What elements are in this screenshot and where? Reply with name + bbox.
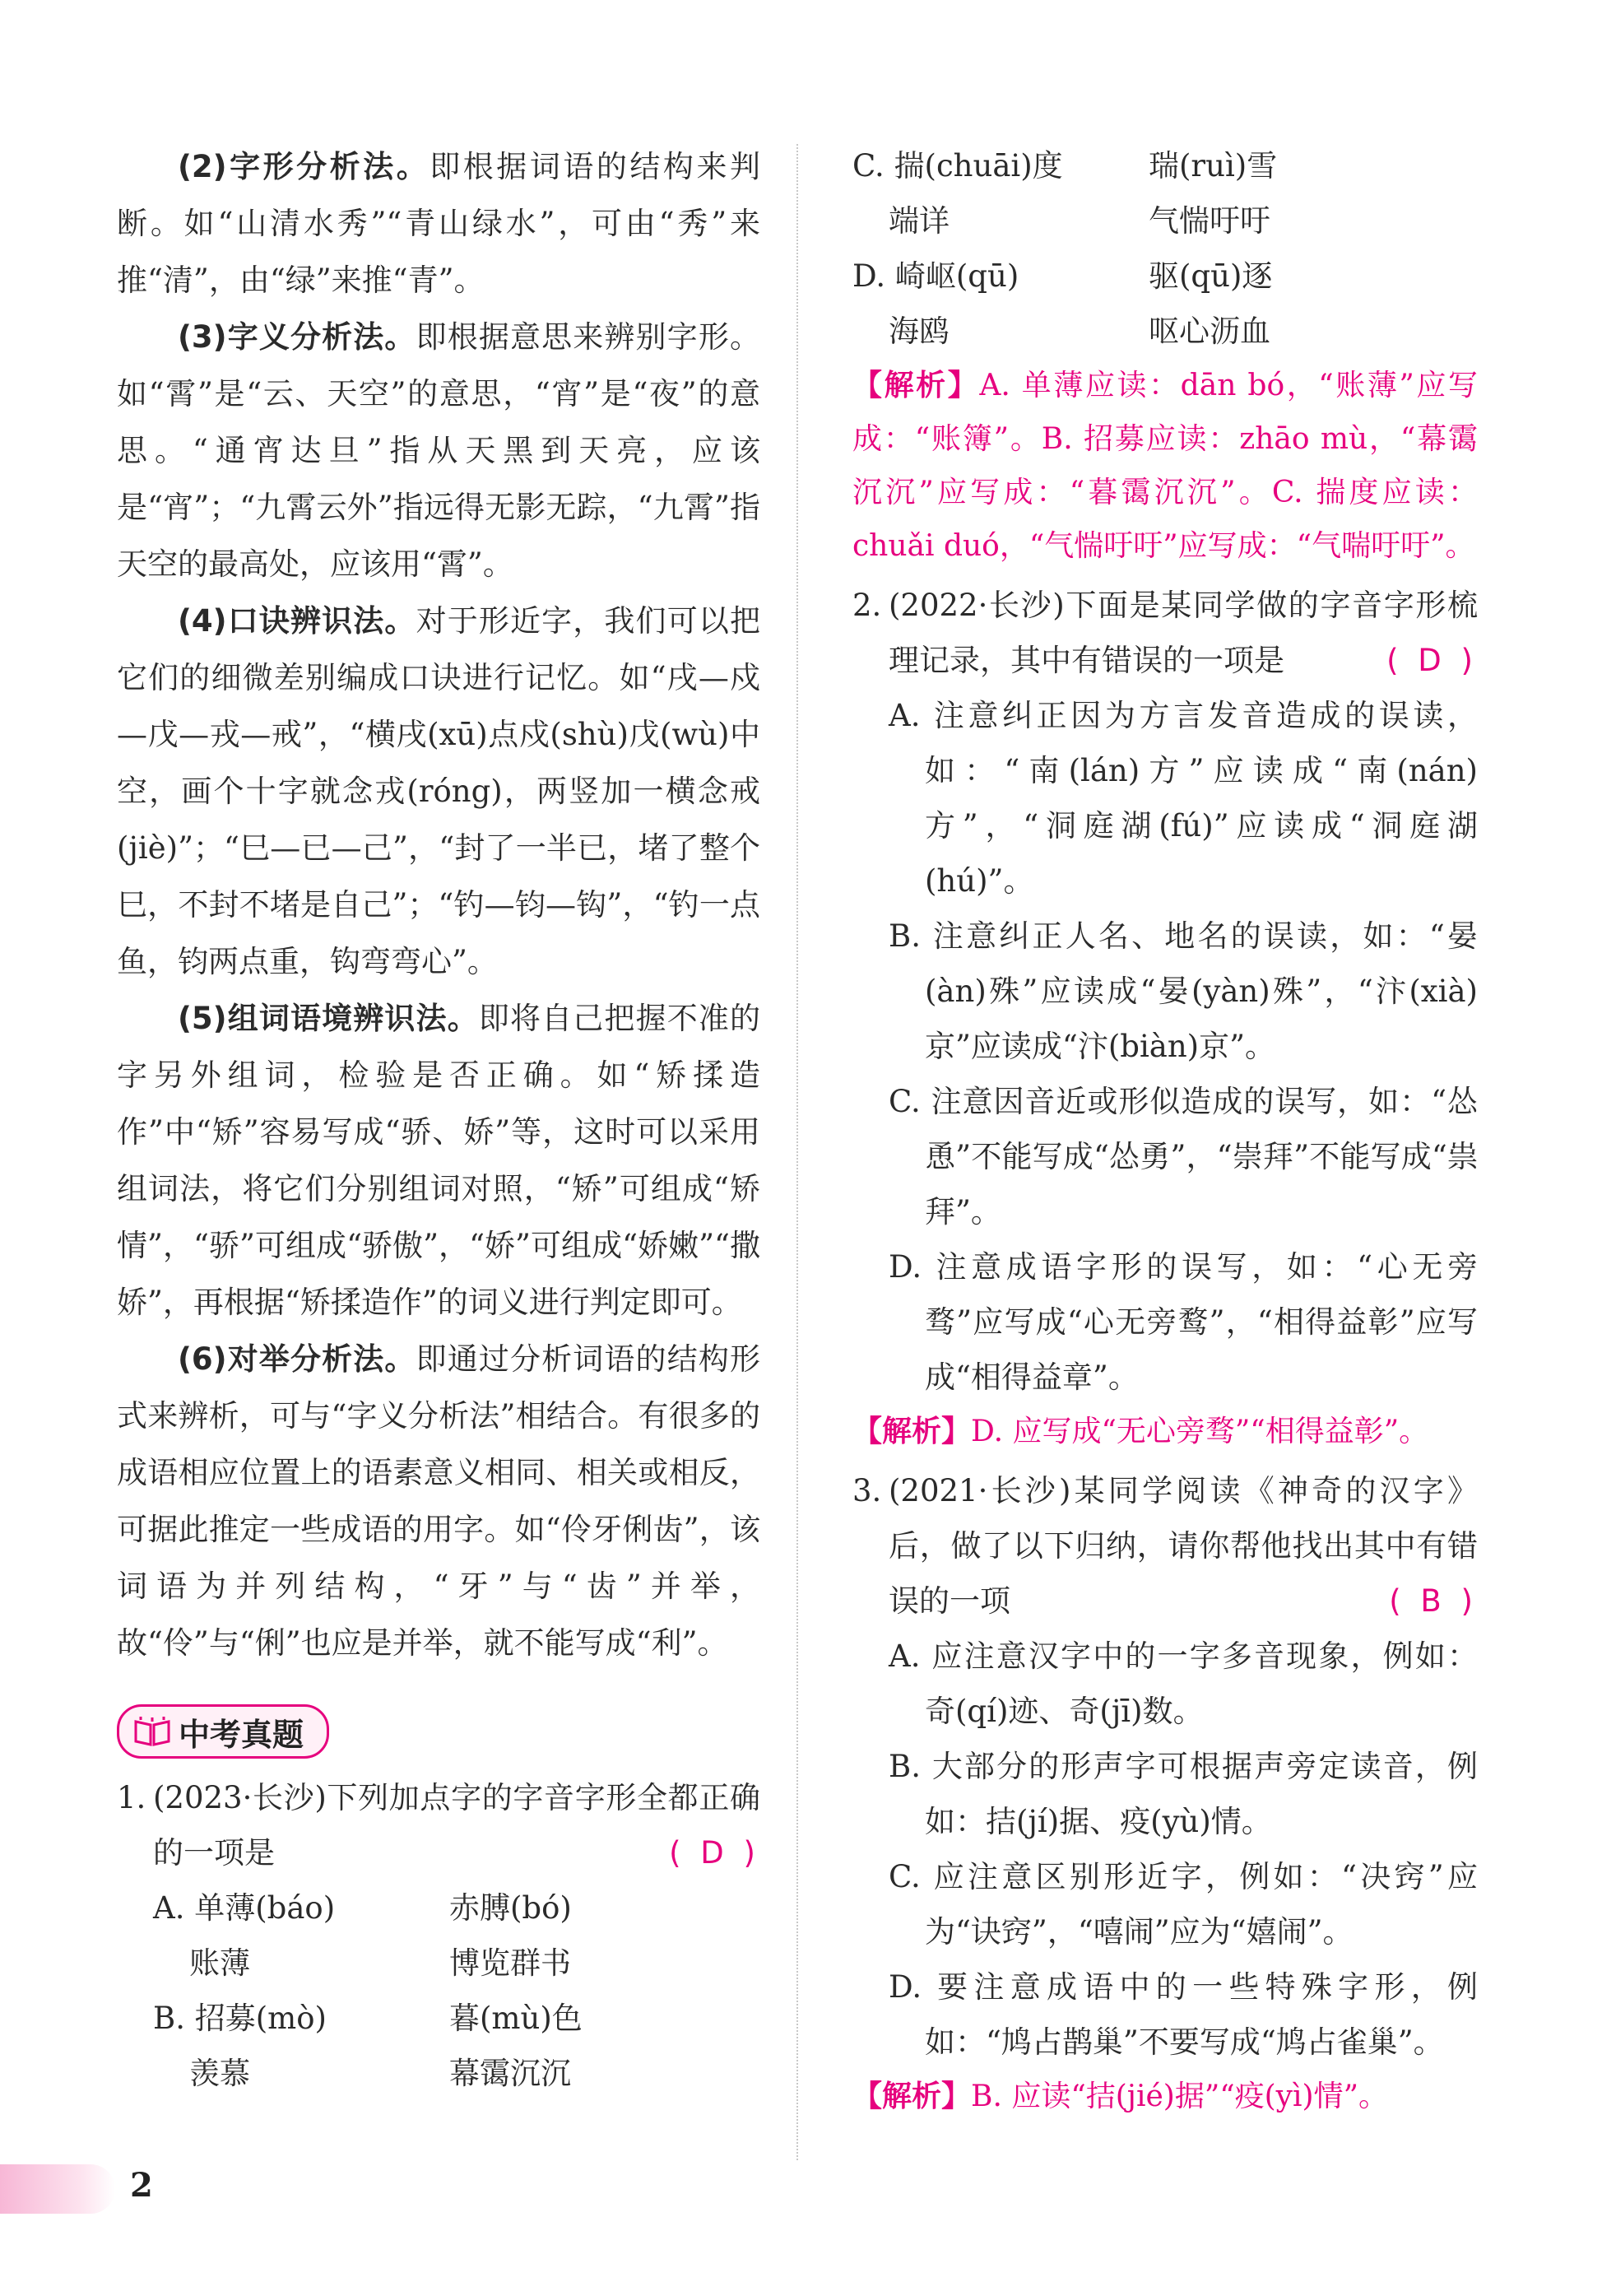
option-a-item-4: 博览群书 bbox=[449, 1945, 571, 1981]
method-2-text: 即根据词语的结构来判断。如“山清水秀”“青山绿水”，可由“秀”来推“清”，由“绿”来推“青”。 bbox=[117, 149, 760, 298]
question-1-option-b bbox=[117, 1991, 760, 2101]
option-c-item-3: 端详 bbox=[889, 203, 950, 239]
method-2 bbox=[117, 138, 760, 309]
question-1-answer: ( D ) bbox=[669, 1835, 760, 1871]
method-6-text: 即通过分析词语的结构形式来辨析，可与“字义分析法”相结合。有很多的成语相应位置上的语素意义相同、相关或相反，可据此推定一些成语的用字。如“伶牙俐齿”，该词语为并列结构，“牙”与“齿”并举，故“伶”与“俐”也应是并举，就不能写成“利”。 bbox=[117, 1341, 760, 1661]
question-2-option-a: A. 注意纠正因为方言发音造成的误读，如：“南(lán)方”应读成“南(nán)方”，“洞庭湖(fú)”应读成“洞庭湖(hú)”。 bbox=[889, 698, 1478, 899]
option-b-item-4: 幕霭沉沉 bbox=[449, 2056, 571, 2091]
method-4-title: (4)口诀辨识法。 bbox=[178, 603, 416, 639]
method-4-text: 对于形近字，我们可以把它们的细微差别编成口诀进行记忆。如“戌—戍—戊—戎—戒”，“横戌(xū)点戍(shù)戊(wù)中空，画个十字就念戎(róng)，两竖加一横念戒(jiè)”；“巳—已—己”，“封了一半已，堵了整个巳，不封不堵是自己”；“钓—钧—钩”，“钓一点鱼，钧两点重，钩弯弯心”。 bbox=[117, 603, 760, 979]
question-3-option-d: D. 要注意成语中的一些特殊字形，例如：“鸠占鹊巢”不要写成“鸠占雀巢”。 bbox=[889, 1969, 1478, 2060]
analysis-tag: 【解析】 bbox=[852, 1415, 972, 1448]
method-5 bbox=[117, 990, 760, 1331]
option-d-item-1: D. 崎岖(qū) bbox=[852, 258, 1019, 294]
question-3-option-b: B. 大部分的形声字可根据声旁定读音，例如：拮(jí)据、疫(yù)情。 bbox=[889, 1749, 1478, 1839]
question-1-analysis bbox=[852, 359, 1478, 573]
analysis-text: A. 单薄应读：dān bó，“账薄”应写成：“账簿”。B. 招募应读：zhāo mù，“幕霭沉沉”应写成：“暮霭沉沉”。C. 揣度应读：chuǎi duó，“气惴吁吁”应写成：“气喘吁吁”。 bbox=[852, 369, 1478, 563]
left-column bbox=[117, 138, 760, 2101]
book-icon bbox=[134, 1717, 170, 1746]
method-3 bbox=[117, 309, 760, 593]
question-2-answer: ( D ) bbox=[1386, 643, 1478, 678]
page-number-bar bbox=[0, 2164, 115, 2214]
question-2-stem bbox=[852, 578, 1478, 688]
option-c-item-4: 气惴吁吁 bbox=[1149, 203, 1270, 239]
method-2-title: (2)字形分析法。 bbox=[178, 149, 430, 184]
question-3-text: (2021·长沙)某同学阅读《神奇的汉字》后，做了以下归纳，请你帮他找出其中有错误的一项 bbox=[889, 1473, 1478, 1619]
column-divider bbox=[796, 144, 798, 2160]
method-3-title: (3)字义分析法。 bbox=[178, 319, 416, 355]
option-c-item-2: 瑞(ruì)雪 bbox=[1149, 148, 1278, 184]
method-6 bbox=[117, 1331, 760, 1671]
option-c-item-1: C. 揣(chuāi)度 bbox=[852, 148, 1063, 184]
question-1-option-a bbox=[117, 1880, 760, 1991]
method-4 bbox=[117, 593, 760, 990]
option-a-item-3: 账薄 bbox=[189, 1945, 250, 1981]
analysis-text: B. 应读“拮(jié)据”“疫(yì)情”。 bbox=[971, 2080, 1388, 2113]
method-6-title: (6)对举分析法。 bbox=[178, 1341, 416, 1377]
analysis-tag: 【解析】 bbox=[852, 369, 980, 402]
question-3-number: 3. bbox=[852, 1473, 882, 1508]
option-d-item-2: 驱(qū)逐 bbox=[1149, 258, 1273, 294]
question-2-number: 2. bbox=[852, 588, 882, 623]
option-b-item-1: B. 招募(mò) bbox=[153, 2001, 327, 2036]
question-1-text: (2023·长沙)下列加点字的字音字形全都正确的一项是 bbox=[153, 1780, 760, 1871]
method-5-title: (5)组词语境辨识法。 bbox=[178, 1001, 479, 1036]
question-1-number: 1. bbox=[117, 1780, 146, 1815]
question-1-stem bbox=[117, 1770, 760, 1880]
question-3-stem bbox=[852, 1463, 1478, 1629]
question-2-option-b: B. 注意纠正人名、地名的误读，如：“晏(àn)殊”应读成“晏(yàn)殊”，“汴(xià)京”应读成“汴(biàn)京”。 bbox=[889, 918, 1478, 1064]
method-5-text: 即将自己把握不准的字另外组词，检验是否正确。如“矫揉造作”中“矫”容易写成“骄、娇”等，这时可以采用组词法，将它们分别组词对照，“矫”可组成“矫情”，“骄”可组成“骄傲”，“娇”可组成“娇嫩”“撒娇”，再根据“矫揉造作”的词义进行判定即可。 bbox=[117, 1001, 760, 1320]
question-3-analysis bbox=[852, 2070, 1478, 2123]
question-2-analysis bbox=[852, 1405, 1478, 1458]
option-a-item-2: 赤膊(bó) bbox=[449, 1890, 572, 1926]
option-b-item-2: 暮(mù)色 bbox=[449, 2001, 583, 2036]
method-3-text: 即根据意思来辨别字形。如“霄”是“云、天空”的意思，“宵”是“夜”的意思。“通宵达旦”指从天黑到天亮，应该是“宵”；“九霄云外”指远得无影无踪，“九霄”指天空的最高处，应该用“霄”。 bbox=[117, 319, 760, 582]
question-3-option-c: C. 应注意区别形近字，例如：“决窍”应为“诀窍”，“嘻闹”应为“嬉闹”。 bbox=[889, 1859, 1478, 1950]
section-title-badge bbox=[117, 1704, 329, 1759]
option-d-item-3: 海鸥 bbox=[889, 314, 950, 349]
question-3-answer: ( B ) bbox=[1389, 1583, 1478, 1619]
question-2-option-d: D. 注意成语字形的误写，如：“心无旁骛”应写成“心无旁鹜”，“相得益彰”应写成“相得益章”。 bbox=[889, 1249, 1478, 1395]
analysis-text: D. 应写成“无心旁骛”“相得益彰”。 bbox=[971, 1415, 1429, 1448]
question-2-text: (2022·长沙)下面是某同学做的字音字形梳理记录，其中有错误的一项是 bbox=[889, 588, 1478, 678]
question-2-option-c: C. 注意因音近或形似造成的误写，如：“怂恿”不能写成“怂勇”，“崇拜”不能写成“祟拜”。 bbox=[889, 1084, 1478, 1229]
question-1-option-c bbox=[852, 138, 1478, 249]
question-1-option-d bbox=[852, 249, 1478, 359]
analysis-tag: 【解析】 bbox=[852, 2080, 972, 2113]
option-d-item-4: 呕心沥血 bbox=[1149, 314, 1270, 349]
section-title: 中考真题 bbox=[179, 1716, 304, 1753]
page-number: 2 bbox=[130, 2166, 153, 2205]
right-column bbox=[852, 138, 1478, 2123]
option-b-item-3: 羡慕 bbox=[189, 2056, 250, 2091]
option-a-item-1: A. 单薄(báo) bbox=[153, 1890, 336, 1926]
question-3-option-a: A. 应注意汉字中的一字多音现象，例如：奇(qí)迹、奇(jī)数。 bbox=[889, 1638, 1478, 1729]
